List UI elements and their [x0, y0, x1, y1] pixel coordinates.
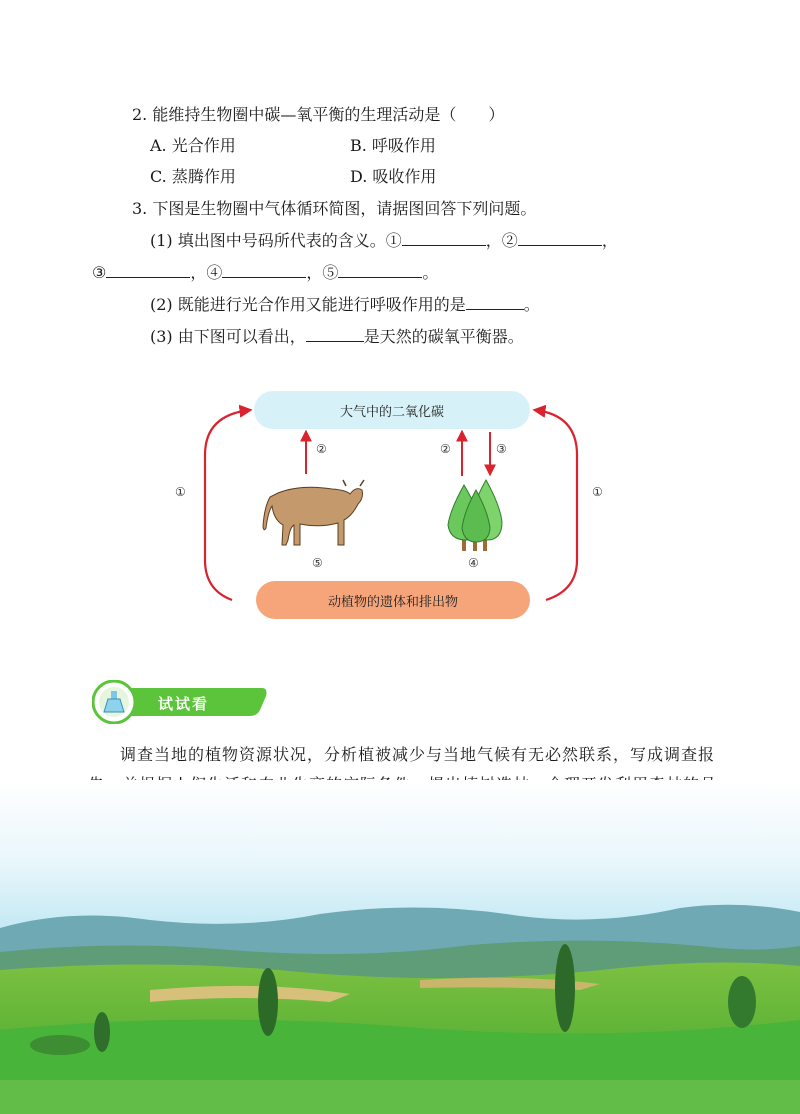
- comma: ，: [485, 231, 502, 250]
- question-3: 3. 下图是生物圈中气体循环简图，请据图回答下列问题。: [132, 199, 537, 218]
- cow-illustration: [263, 480, 364, 545]
- mark-2: ②: [501, 231, 518, 250]
- label-left-1: ①: [175, 485, 186, 499]
- left-cycle-arrow: [205, 410, 250, 600]
- sub1-prefix: (1) 填出图中号码所代表的含义。: [150, 231, 386, 250]
- remains-excreta-box: 动植物的遗体和排出物: [256, 581, 530, 619]
- label-tree-2: ②: [440, 442, 451, 456]
- label-tree-4: ④: [468, 556, 479, 570]
- question-3-sub1-cont: [92, 262, 438, 284]
- question-3-sub1: [150, 230, 618, 252]
- period: 。: [523, 295, 540, 314]
- mark-3: ③: [92, 263, 107, 282]
- sub3-prefix: (3) 由下图可以看出，: [150, 327, 306, 346]
- right-cycle-arrow: [535, 410, 577, 600]
- label-right-1: ①: [592, 485, 603, 499]
- mark-1: ①: [385, 231, 402, 250]
- label-cow-2: ②: [316, 442, 327, 456]
- option-b: B. 呼吸作用: [350, 136, 436, 155]
- blank-5[interactable]: [338, 262, 422, 278]
- period: 。: [422, 263, 439, 282]
- label-cow-5: ⑤: [312, 556, 323, 570]
- landscape-illustration: [0, 780, 800, 1114]
- mark-4: ④: [206, 263, 223, 282]
- blank-2[interactable]: [518, 230, 602, 246]
- atmosphere-co2-box: 大气中的二氧化碳: [254, 391, 530, 429]
- comma: ，: [190, 263, 207, 282]
- blank-7[interactable]: [306, 326, 364, 342]
- comma: ，: [601, 231, 618, 250]
- activity-paragraph: 调查当地的植物资源状况，分析植被减少与当地气候有无必然联系，写成调查报: [120, 745, 716, 764]
- option-d: D. 吸收作用: [350, 167, 437, 186]
- option-c: C. 蒸腾作用: [150, 167, 236, 186]
- question-2: 2. 能维持生物圈中碳—氧平衡的生理活动是（ ）: [132, 105, 505, 124]
- tree-illustration: [448, 480, 502, 551]
- blank-1[interactable]: [402, 230, 486, 246]
- blank-4[interactable]: [222, 262, 306, 278]
- question-3-sub3: [150, 326, 524, 348]
- option-a: A. 光合作用: [150, 136, 236, 155]
- blank-6[interactable]: [466, 294, 524, 310]
- blank-3[interactable]: [106, 262, 190, 278]
- mark-5: ⑤: [322, 263, 339, 282]
- activity-badge-label: 试试看: [158, 695, 210, 713]
- comma: ，: [306, 263, 323, 282]
- sub3-suffix: 是天然的碳氧平衡器。: [363, 327, 524, 346]
- label-tree-3: ③: [496, 442, 507, 456]
- sub2-text: (2) 既能进行光合作用又能进行呼吸作用的是: [150, 295, 466, 314]
- question-3-sub2: [150, 294, 540, 316]
